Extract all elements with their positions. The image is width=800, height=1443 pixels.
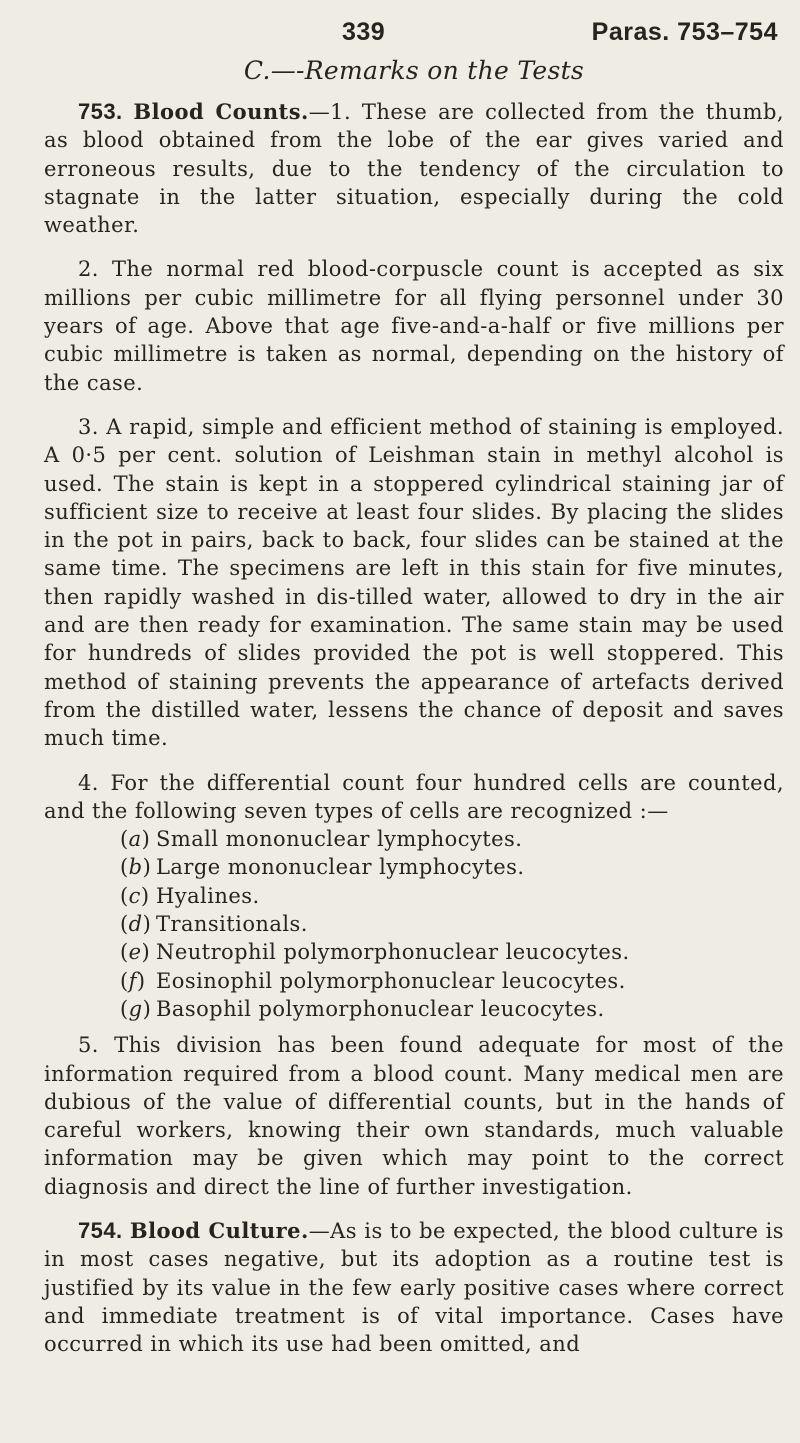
paragraph-number: 754.: [78, 1217, 123, 1243]
paragraph-body: These are collected from the thumb, as blood obtained from the lobe of the ear gives varied and erroneous results, due to the tendency of the circulation to stagnate in the latter situation, especially during the cold weather.: [44, 100, 784, 238]
paragraph-753-2: 2. The normal red blood-corpuscle count is accepted as six millions per cubic millimetre for all flying personnel under 30 years of age. Above that age five-and-a-half or five millions per cubic millimetre is taken as normal, depending on the history of the case.: [44, 257, 784, 395]
list-item: (e) Neutrophil polymorphonuclear leucocytes.: [120, 940, 630, 965]
running-header: [44, 18, 784, 56]
list-item: (d) Transitionals.: [120, 912, 308, 937]
paragraph-753-3: 3. A rapid, simple and efficient method of staining is employed. A 0·5 per cent. solution of Leishman stain in methyl alcohol is used. The stain is kept in a stoppered cylindrical staining jar of sufficient size to receive at least four slides. By placing the slides in the pot in pairs, back to back, four slides can be stained at the same time. The specimens are left in this stain for five minutes, then rapidly washed in dis-tilled water, allowed to dry in the air and are then ready for examination. The same stain may be used for hundreds of slides provided the pot is well stoppered. This method of staining prevents the appearance of artefacts derived from the distilled water, lessens the chance of deposit and saves much time.: [44, 414, 784, 751]
paragraph-753-1: [44, 98, 784, 239]
paragraph-body: —As is to be expected, the blood culture is in most cases negative, but its adoption as a routine test is justified by its value in the few early positive cases where correct and immediate treatment is of vital importance. Cases have occurred in which its use had been omitted, and: [44, 1218, 785, 1357]
cell-type-list: [44, 825, 784, 1023]
list-item: (f) Eosinophil polymorphonuclear leucocytes.: [120, 968, 626, 993]
paragraph-heading: Blood Culture.: [129, 1217, 309, 1243]
paragraph-753-4: 4. For the differential count four hundred cells are counted, and the following seven types of cells are recognized :—: [44, 770, 784, 823]
list-item: (a) Small mononuclear lymphocytes.: [120, 827, 523, 852]
list-item: (g) Basophil polymorphonuclear leucocytes.: [120, 996, 605, 1021]
paragraph-range: Paras. 753–754: [591, 18, 778, 46]
paragraph-heading: Blood Counts.: [133, 99, 309, 124]
paragraph-753-5: 5. This division has been found adequate for most of the information required from a blood count. Many medical men are dubious of the value of differential counts, but in the hands of careful workers, knowing their own standards, much valuable information may be given which may point to the correct diagnosis and direct the line of further investigation.: [44, 1033, 784, 1199]
list-item: (c) Hyalines.: [120, 883, 260, 908]
page-number: 339: [342, 18, 386, 46]
document-page: [44, 18, 784, 1358]
list-item: (b) Large mononuclear lymphocytes.: [120, 855, 525, 880]
section-title: C.—-Remarks on the Tests: [243, 56, 585, 85]
paragraph-lead: —1.: [308, 100, 352, 124]
paragraph-754: [44, 1217, 784, 1358]
paragraph-number: 753.: [78, 99, 123, 124]
